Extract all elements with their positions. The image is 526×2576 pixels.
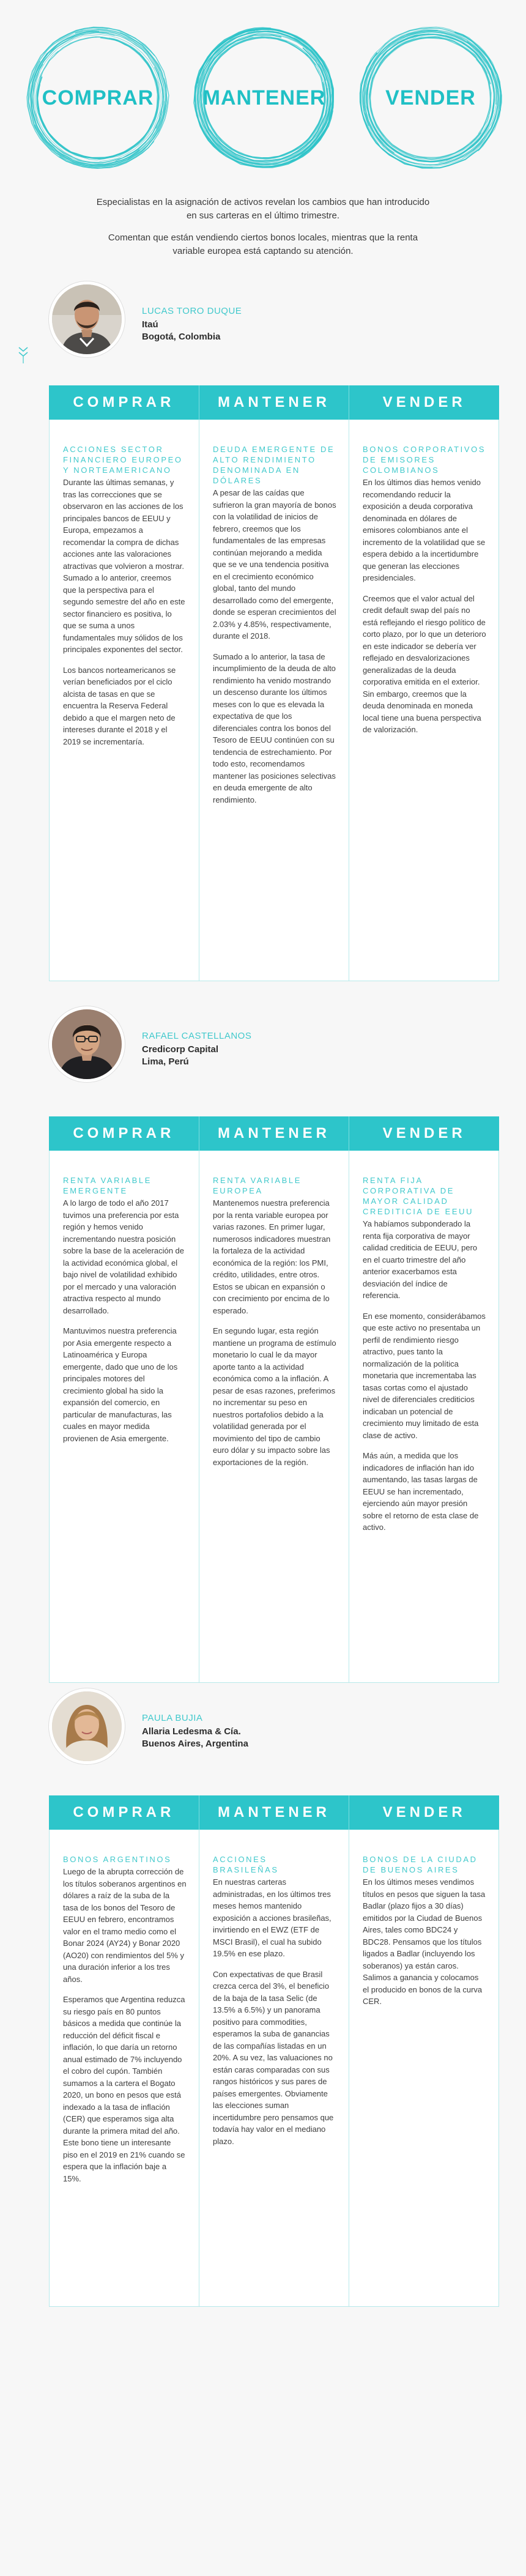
sell-title: BONOS DE LA CIUDAD DE BUENOS AIRES <box>363 1855 478 1874</box>
sell-column <box>349 420 498 981</box>
hold-paragraph: Mantenemos nuestra preferencia por la renta variable europea por varias razones. En primer lugar, numerosos indicadores muestran la fortaleza de la actividad económica de la región: los PMI, crédito, utilidades, entre otros. Estos se ubican en expansión o con crecimiento por encima de lo esperado. <box>213 1198 331 1315</box>
table-header <box>49 385 499 420</box>
column-header-buy: COMPRAR <box>49 1116 199 1151</box>
buy-circle <box>24 24 171 171</box>
buy-paragraph: Luego de la abrupta corrección de los títulos soberanos argentinos en dólares a raíz de la suba de la tasa de los bonos del Tesoro de EEUU en febrero, encontramos valor en el tramo medio como el Bonar 2024 (AY24) y Bonar 2020 (AO20) con rendimientos del 5% y una duración inferior a los tres años. <box>63 1867 187 1984</box>
expert-bio <box>142 1713 248 1750</box>
hold-paragraph: En segundo lugar, esta región mantiene un programa de estímulo monetario lo cual le da mayor aporte tanto a la actividad económica como a la inflación. A pesar de esas razones, preferimos no incrementar su peso en nuestros portafolios debido a la volatilidad generada por el movimiento del tipo de cambio euro dólar y su impacto sobre las exportaciones de la región. <box>213 1326 336 1467</box>
intro-line-2: Comentan que están vendiendo ciertos bonos locales, mientras que la renta variable europea está captando su atención. <box>108 232 418 256</box>
hold-column <box>199 420 349 981</box>
table-body <box>49 1151 499 1683</box>
buy-title: BONOS ARGENTINOS <box>63 1855 172 1864</box>
avatar <box>49 1006 125 1082</box>
expert-section <box>0 1688 526 2183</box>
sell-paragraph: En los últimos dias hemos venido recomendando reducir la exposición a deuda corporativa denominada en dólares de emisores colombianos ante el incremento de la volatilidad que se espera debido a la incertidumbre que generan las elecciones presidenciales. <box>363 478 486 582</box>
expert-section <box>0 1006 526 1532</box>
hold-circle-label: MANTENER <box>202 86 326 109</box>
table-body <box>49 1830 499 2307</box>
column-header-hold: MANTENER <box>199 385 350 420</box>
column-header-sell: VENDER <box>382 1125 466 1141</box>
hold-paragraph: En nuestras carteras administradas, en los últimos tres meses hemos mantenido exposición a acciones brasileñas, invirtiendo en el EWZ (ETF de MSCI Brasil), el cual ha subido 19.5% en ese plazo. <box>213 1877 332 1958</box>
expert-name: RAFAEL CASTELLANOS <box>142 1031 252 1041</box>
sell-paragraph: En ese momento, considerábamos que este activo no presentaba un perfil de rendimiento riesgo atractivo, pues tanto la normalización de la política monetaria que incrementaba las tasas cortas como el ajustado nivel de diferenciales crediticios indicaban un potencial de crecimiento muy limitado de esta clase de activo. <box>363 1311 486 1440</box>
expert-city: Bogotá, Colombia <box>142 332 221 342</box>
hold-paragraph: Sumado a lo anterior, la tasa de incumplimiento de la deuda de alto rendimiento ha venido mostrando un descenso durante los últimos meses con lo que es elevada la expectativa de que los diferenciales contra los bonos del Tesoro de EEUU continúen con su tendencia de estrechamiento. Por todo esto, recomendamos mantener las posiciones selectivas en deuda emergente de alto rendimiento. <box>213 651 336 804</box>
buy-paragraph: Durante las últimas semanas, y tras las correcciones que se observaron en las acciones de los principales bancos de EEUU y Europa, empezamos a recomendar la compra de dichas acciones ante las valoraciones atractivas que volvieron a mostrar. Sumado a lo anterior, creemos que la perspectiva para el segundo semestre del año en este sector financiero es positiva, lo que se suma a unos fundamentales muy sólidos de los principales exponentes del sector. <box>63 478 185 654</box>
column-header-sell: VENDER <box>382 1804 466 1821</box>
expert-firm: Allaria Ledesma & Cía. <box>142 1726 241 1737</box>
sell-column <box>349 1830 498 2306</box>
expert-city: Buenos Aires, Argentina <box>142 1739 248 1749</box>
hold-column <box>199 1830 349 2306</box>
buy-column <box>50 420 199 981</box>
hold-column <box>199 1151 349 1682</box>
sell-paragraph: En los últimos meses vendimos títulos en pesos que siguen la tasa Badlar (plazo fijos a 30 días) emitidos por la Ciudad de Buenos Aires, tales como BDC24 y BDC28. Pensamos que los títulos ligados a Badlar (incluyendo los soberanos) ya están caros. Salimos a ganancia y colocamos el producido en bonos de la curva CER. <box>363 1877 486 2006</box>
expert-bio <box>142 306 242 343</box>
column-header-hold: MANTENER <box>199 1795 350 1830</box>
hold-circle <box>191 24 338 171</box>
expert-header <box>0 281 526 367</box>
sell-paragraph: Creemos que el valor actual del credit default swap del país no está reflejando el riesgo político de corto plazo, por lo que un deterioro en este indicador se debería ver reflejado en desvalorizaciones generalizadas de la deuda corporativa emitida en el exterior. Sin embargo, creemos que la deuda denominada en moneda local tiene una buena perspectiva de valorización. <box>363 593 486 734</box>
buy-paragraph: Mantuvimos nuestra preferencia por Asia emergente respecto a Latinoamérica y Europa emergente, dado que uno de los principales motores del crecimiento global ha sido la expansión del comercio, en particular de manufacturas, las cuales en mayor medida provienen de Asia emergente. <box>63 1326 178 1443</box>
expert-name: PAULA BUJIA <box>142 1713 203 1723</box>
sell-column <box>349 1151 498 1682</box>
expert-city: Lima, Perú <box>142 1056 189 1067</box>
portrait-man-icon <box>52 284 122 354</box>
hold-title: RENTA VARIABLE EUROPEA <box>213 1176 302 1195</box>
sell-title: RENTA FIJA CORPORATIVA DE MAYOR CALIDAD CREDITICIA DE EEUU <box>363 1176 474 1216</box>
table-header <box>49 1795 499 1830</box>
table-header <box>49 1116 499 1151</box>
buy-paragraph: Los bancos norteamericanos se verían beneficiados por el ciclo alcista de tasas en que se encuentra la Reserva Federal debido a que el margen neto de intereses durante el 2018 y el 2019 se incrementaría. <box>63 665 176 746</box>
buy-title: RENTA VARIABLE EMERGENTE <box>63 1176 152 1195</box>
expert-firm: Credicorp Capital <box>142 1044 219 1055</box>
buy-column <box>50 1830 199 2306</box>
sell-circle-label: VENDER <box>385 86 476 109</box>
column-header-buy: COMPRAR <box>49 1795 199 1830</box>
recommendation-table <box>49 1116 499 1683</box>
buy-column <box>50 1151 199 1682</box>
hold-paragraph: A pesar de las caídas que sufrieron la gran mayoría de bonos con la volatilidad de inicios de febrero, creemos que los fundamentales de las empresas continúan mejorando a medida que se ve una tendencia positiva en el crecimiento económico global, tanto del mundo desarrollado como del emergente, donde se esperan crecimientos del 2.03% y 4.85%, respectivamente, durante el 2018. <box>213 488 336 640</box>
recommendation-table <box>49 1795 499 2307</box>
avatar <box>49 281 125 357</box>
portrait-woman-icon <box>52 1691 122 1761</box>
buy-title: ACCIONES SECTOR FINANCIERO EUROPEO Y NORTEAMERICANO <box>63 445 183 475</box>
recommendation-table <box>49 385 499 981</box>
expert-bio <box>142 1031 251 1068</box>
hold-title: DEUDA EMERGENTE DE ALTO RENDIMIENTO DENOMINADA EN DÓLARES <box>213 445 335 485</box>
column-header-sell: VENDER <box>382 394 466 410</box>
column-header-buy: COMPRAR <box>49 385 199 420</box>
buy-paragraph: Esperamos que Argentina reduzca su riesgo país en 80 puntos básicos a medida que continúe la reducción del déficit fiscal e inflación, lo que daría un retorno anual estimado de 7% incluyendo el cobro del cupón. También sumamos a la cartera el Bogato 2020, un bono en pesos que está indexado a la tasa de inflación (CER) que esperamos siga alta durante la primera mitad del año. Este bono tiene un interesante piso en el 2019 en 21% cuando se espera que la inflación baje a 15%. <box>63 1995 185 2183</box>
expert-header <box>0 1688 526 1774</box>
hero-section <box>0 0 526 196</box>
intro-line-1: Especialistas en la asignación de activos revelan los cambios que han introducido en sus carteras en el último trimestre. <box>96 197 430 221</box>
scroll-down-chevron-icon[interactable] <box>17 343 29 367</box>
hold-paragraph: Con expectativas de que Brasil crezca cerca del 3%, el beneficio de la baja de la tasa Selic (de 13.5% a 6.5%) y un panorama positivo para commodities, esperamos la suba de ganancias de las compañías listadas en un 20%. A su vez, las valuaciones no están caras comparadas con sus rangos históricos y sus pares de países emergentes. Obviamente las elecciones suman incertidumbre pero pensamos que todavía hay valor en el mediano plazo. <box>213 1969 334 2146</box>
expert-section <box>0 281 526 804</box>
sell-circle <box>357 24 504 171</box>
portrait-man-icon <box>52 1009 122 1079</box>
intro <box>0 196 526 258</box>
hold-title: ACCIONES BRASILEÑAS <box>213 1855 279 1874</box>
sell-title: BONOS CORPORATIVOS DE EMISORES COLOMBIANOS <box>363 445 486 475</box>
expert-firm: Itaú <box>142 319 158 330</box>
buy-paragraph: A lo largo de todo el año 2017 tuvimos una preferencia por esta región y hemos venido incrementando nuestra posición sobre la base de la aceleración de la actividad económica global, el bajo nivel de volatilidad exhibido por el mercado y una valoración atractiva respecto al mundo desarrollado. <box>63 1198 185 1315</box>
expert-name: LUCAS TORO DUQUE <box>142 306 242 316</box>
sell-paragraph: Más aún, a medida que los indicadores de inflación han ido aumentando, las tasas largas de EEUU se han incrementado, ejerciendo aún mayor presión sobre el retorno de esta clase de activo. <box>363 1451 479 1532</box>
avatar <box>49 1688 125 1764</box>
expert-header <box>0 1006 526 1092</box>
table-body <box>49 420 499 981</box>
buy-circle-label: COMPRAR <box>42 86 154 109</box>
column-header-hold: MANTENER <box>199 1116 350 1151</box>
sell-paragraph: Ya habíamos subponderado la renta fija corporativa de mayor calidad crediticia de EEUU, pero en el cuarto trimestre del año anterior exacerbamos esta desviación del índice de referencia. <box>363 1219 478 1300</box>
